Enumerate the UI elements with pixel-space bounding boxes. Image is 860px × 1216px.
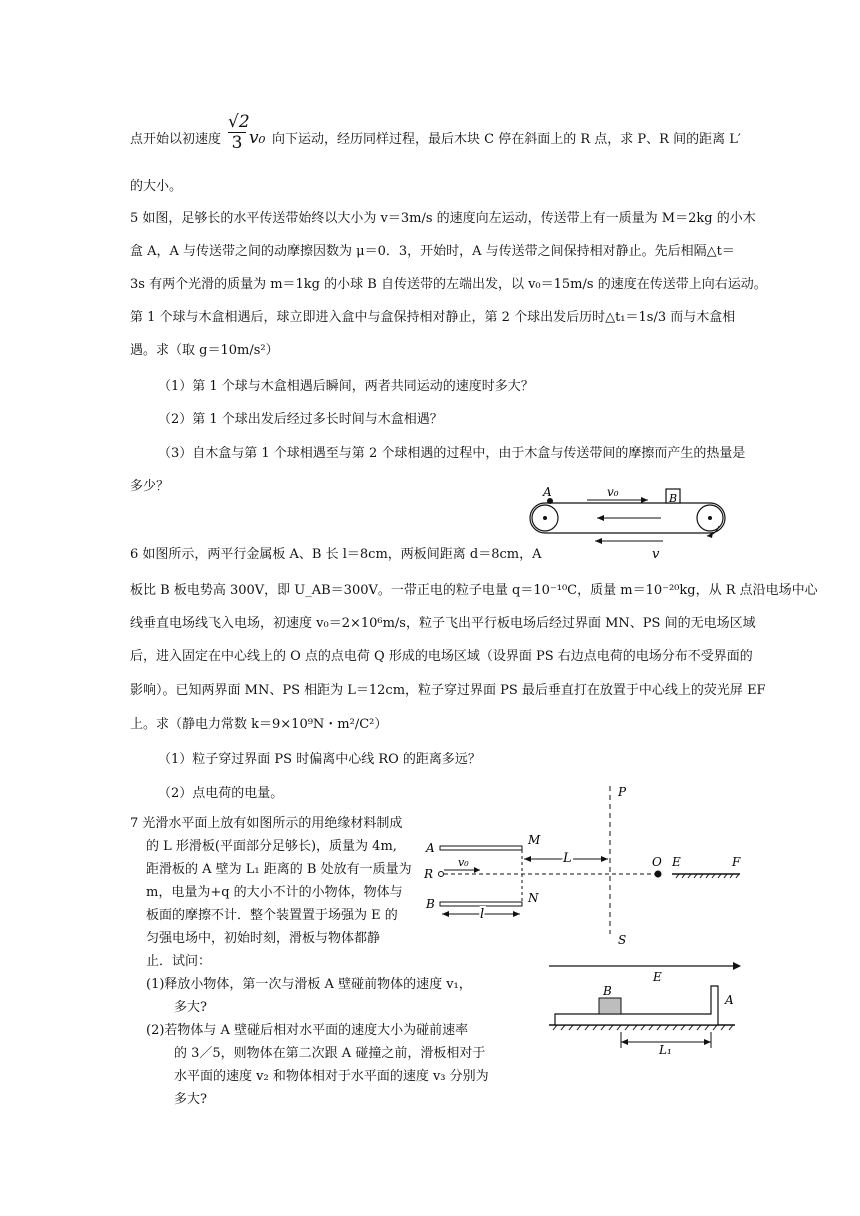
label-s: S [618,933,627,947]
q5-item-3: （3）自木盒与第 1 个球相遇至与第 2 个球相遇的过程中，由于木盒与传送带间的摩擦而产生的热量是 [158,446,746,461]
block-b [599,998,621,1014]
q7-item-1-cont: 多大? [174,1000,207,1015]
q4-coef-denominator: 3 [231,133,243,153]
q5-item-1: （1）第 1 个球与木盒相遇后瞬间，两者共同运动的速度时多大？ [158,379,534,394]
label-l1: L₁ [659,1043,672,1057]
conveyor-belt-figure [525,482,740,564]
q5-item-2: （2）第 1 个球出发后经过多长时间与木盒相遇？ [158,412,443,427]
q7-line-4: m，电量为+q 的大小不计的小物体，物体与 [146,885,403,900]
label-a: A [543,485,552,499]
q6-line-5: 影响）。已知两界面 MN、PS 相距为 L＝12cm，粒子穿过界面 PS 最后垂直打在放置于中心线上的荧光屏 EF [130,683,766,698]
plate-b [440,902,522,906]
label-m: M [528,833,541,847]
q5-line-3: 3s 有两个光滑的质量为 m＝1kg 的小球 B 自传送带的左端出发，以 v₀＝15m/s 的速度在传送带上向右运动。 [130,277,767,292]
q4-line2: 的大小。 [130,179,183,194]
q7-line-2: 的 L 形滑板(平面部分足够长)，质量为 4m, [146,839,397,854]
q5-line-2: 盒 A，A 与传送带之间的动摩擦因数为 μ＝0．3，开始时，A 与传送带之间保持相对静止。先后相隔△t＝ [130,244,735,259]
label-l-lower: l [480,907,485,922]
q5-line-5: 遇。求（取 g＝10m/s²） [130,343,279,358]
q6-line-6: 上。求（静电力常数 k＝9×10⁹N・m²/C²） [130,717,388,732]
q7-item-2-line-4: 多大? [174,1092,207,1107]
point-charge-o [655,871,662,878]
label-n: N [528,891,539,905]
q7-line-6: 匀强电场中，初始时刻，滑板与物体都静 [146,931,381,946]
q6-line-2: 板比 B 板电势高 300V，即 U_AB＝300V。一带正电的粒子电量 q＝10⁻¹⁰C，质量 m＝10⁻²⁰kg，从 R 点沿电场中心 [130,583,818,598]
q7-item-2-line-3: 水平面的速度 v₂ 和物体相对于水平面的速度 v₃ 分别为 [174,1069,489,1084]
q7-item-2-line-2: 的 3／5，则物体在第二次跟 A 碰撞之前，滑板相对于 [174,1046,486,1061]
q6-item-1: （1）粒子穿过界面 PS 时偏离中心线 RO 的距离多远？ [158,752,481,767]
label-v0: v₀ [607,485,619,499]
label-a: A [426,841,435,855]
q4-v0-symbol: v₀ [249,128,266,148]
label-b: B [426,897,435,911]
l-shaped-slider-figure [545,958,745,1058]
label-a: A [725,993,734,1007]
q4-line1-b: 向下运动，经历同样过程，最后木块 C 停在斜面上的 R 点，求 P、R 间的距离 L′ [272,132,741,147]
q7-line-7: 止．试问： [146,954,212,969]
q4-line1-a: 点开始以初速度 [130,132,222,147]
label-o: O [652,855,662,869]
plate-a [440,846,522,850]
q6-item-2: （2）点电荷的电量。 [158,786,284,801]
label-b: B [603,984,612,998]
label-e: E [653,970,662,984]
q7-line-3: 距滑板的 A 壁为 L₁ 距离的 B 处放有一质量为 [146,862,412,877]
q7-line-5: 板面的摩擦不计．整个装置置于场强为 E 的 [146,908,398,923]
q6-line-4: 后，进入固定在中心线上的 O 点的点电荷 Q 形成的电场区域（设界面 PS 右边点电荷的电场分布不受界面的 [130,649,753,664]
q5-line-1: 5 如图，足够长的水平传送带始终以大小为 v＝3m/s 的速度向左运动，传送带上有一质量为 M＝2kg 的小木 [130,211,756,226]
l-shaped-slider [555,986,718,1025]
label-f: F [732,855,741,869]
q7-item-1: (1)释放小物体，第一次与滑板 A 壁碰前物体的速度 v₁， [146,977,472,992]
label-l-upper: L [563,851,572,866]
q6-line-3: 线垂直电场线飞入电场，初速度 v₀＝2×10⁶m/s，粒子飞出平行板电场后经过界面 MN、PS 间的无电场区域 [130,616,756,631]
label-b: B [669,492,678,505]
q7-line-1: 7 光滑水平面上放有如图所示的用绝缘材料制成 [130,816,403,831]
label-e: E [672,855,681,869]
label-r: R [424,867,434,881]
q4-coefficient-fraction [228,112,250,153]
label-v0: v₀ [458,856,469,869]
label-p: P [618,785,627,799]
q7-item-2-line-1: (2)若物体与 A 壁碰后相对水平面的速度大小为碰前速率 [146,1023,469,1038]
q5-item-3-cont: 多少？ [130,479,170,494]
capacitor-field-figure [420,782,750,950]
q4-coef-numerator: √2 [228,112,250,132]
q6-line-1: 6 如图所示，两平行金属板 A、B 长 l＝8cm，两板间距离 d＝8cm，A [130,547,542,562]
q5-line-4: 第 1 个球与木盒相遇后，球立即进入盒中与盒保持相对静止，第 2 个球出发后历时△t₁＝1s/3 而与木盒相 [130,310,736,325]
label-v: v [652,547,660,562]
